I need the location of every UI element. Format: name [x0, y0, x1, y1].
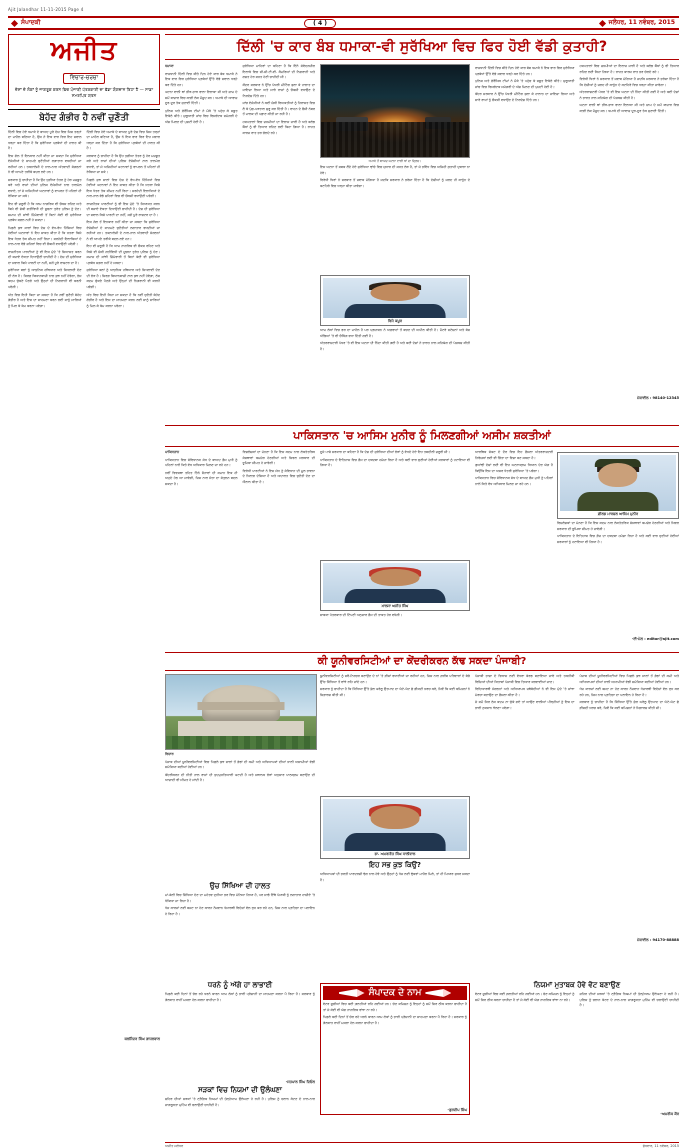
letter-body-2	[165, 1097, 315, 1139]
page-number: ( 4 )	[304, 19, 336, 28]
editorial-para: ਰਾਜਨੀਤਕ ਪਾਰਟੀਆਂ ਨੂੰ ਵੀ ਇਸ ਮੁੱਦੇ 'ਤੇ ਸਿਆਸਤ ਕਰਨ ਦੀ ਬਜਾਏ ਏਕਤਾ ਦਿਖਾਉਣੀ ਚਾਹੀਦੀ ਹੈ। ਦੇਸ਼ ਦੀ ਸੁਰੱਖਿਆ ਦਾ ਸਵਾਲ ਕਿਸੇ ਪਾਰਟੀ ਦਾ ਨਹੀਂ, ਸਗੋਂ ਪੂਰੇ ਰਾਸ਼ਟਰ ਦਾ ਹੈ।	[8, 249, 82, 265]
pak-para: ਵਿਸ਼ਲੇਸ਼ਕਾਂ ਦਾ ਮੰਨਣਾ ਹੈ ਕਿ ਇਸ ਕਦਮ ਨਾਲ ਲੋਕਤੰਤਰਿਕ ਸੰਸਥਾਵਾਂ ਕਮਜ਼ੋਰ ਹੋਣਗੀਆਂ ਅਤੇ ਸਿਵਲ ਸਰਕਾਰ ਦੀ ਭੂਮਿਕਾ ਸੀਮਤ ਹੋ ਜਾਵੇਗੀ।	[242, 450, 315, 466]
column-editorial	[8, 34, 160, 1074]
letter-title-2: ਸੜਕਾਂ ਵਿਚ ਨਿਯਮਾਂ ਦੀ ਉਲੰਘਣਾ	[198, 1086, 282, 1094]
letter-body-1	[165, 992, 315, 1078]
pak-sub-label: ਪਾਕਿਸਤਾਨ	[165, 450, 180, 454]
author-photo	[323, 278, 467, 318]
lead-para: ਘਟਨਾ ਵਾਲੀ ਥਾਂ ਭੀੜ-ਭਾੜ ਵਾਲਾ ਇਲਾਕਾ ਸੀ ਅਤੇ ਸ਼ਾਮ ਦੇ ਸਮੇਂ ਬਾਜ਼ਾਰ ਵਿਚ ਕਾਫ਼ੀ ਲੋਕ ਮੌਜੂਦ ਸਨ। ਧਮਾਕੇ ਦੀ ਆਵਾਜ਼ ਦੂਰ-ਦੂਰ ਤੱਕ ਸੁਣਾਈ ਦਿੱਤੀ।	[165, 90, 238, 106]
pak-para	[165, 450, 238, 456]
uni-para: ਪੰਜਾਬ ਦੀਆਂ ਯੂਨੀਵਰਸਿਟੀਆਂ ਵਿਚ ਪਿਛਲੇ ਕੁਝ ਸਾਲਾਂ ਤੋਂ ਫ਼ੰਡਾਂ ਦੀ ਕਮੀ ਅਤੇ ਅਧਿਆਪਕਾਂ ਦੀਆਂ ਖ਼ਾਲੀ ਅਸਾਮੀਆਂ ਵੱਡੀ ਸਮੱਸਿਆ ਬਣੀਆਂ ਹੋਈਆਂ ਹਨ।	[579, 674, 679, 684]
lead-para: ਕੇਂਦਰ ਸਰਕਾਰ ਨੇ ਉੱਚ ਪੱਧਰੀ ਮੀਟਿੰਗ ਬੁਲਾ ਕੇ ਹਾਲਾਤ ਦਾ ਜਾਇਜ਼ਾ ਲਿਆ ਅਤੇ ਸਾਰੇ ਰਾਜਾਂ ਨੂੰ ਚੌਕਸੀ ਵਧਾਉਣ ਦੇ ਨਿਰਦੇਸ਼ ਦਿੱਤੇ ਹਨ।	[242, 82, 315, 98]
editorial-body	[8, 130, 160, 1035]
pak-text-d	[557, 521, 679, 631]
uni-text-a	[165, 752, 315, 880]
pakistan-story	[165, 450, 679, 647]
uni-text-e	[475, 674, 679, 936]
author-portrait-box	[320, 275, 470, 326]
editorial-para: ਸਰਕਾਰ ਨੂੰ ਚਾਹੀਦਾ ਹੈ ਕਿ ਉਹ ਖੁਫ਼ੀਆ ਤੰਤਰ ਨੂੰ ਹੋਰ ਮਜ਼ਬੂਤ ਕਰੇ ਅਤੇ ਰਾਜਾਂ ਦੀਆਂ ਪੁਲਿਸ ਏਜੰਸੀਆਂ ਨਾਲ ਤਾਲਮੇਲ ਵਧਾਏ, ਤਾਂ ਜੋ ਅਜਿਹੀਆਂ ਘਟਨਾਵਾਂ ਨੂੰ ਵਾਪਰਨ ਤੋਂ ਪਹਿਲਾਂ ਹੀ ਰੋਕਿਆ ਜਾ ਸਕੇ।	[86, 153, 160, 175]
date-label: ਜਲੰਧਰ, 11 ਨਵੰਬਰ, 2015	[608, 19, 675, 26]
uni-left	[165, 674, 315, 975]
lead-right-cols	[475, 64, 679, 420]
uni-author-photo	[323, 799, 467, 851]
lead-para: ਹਸਪਤਾਲਾਂ ਵਿਚ ਜ਼ਖ਼ਮੀਆਂ ਦਾ ਇਲਾਜ ਜਾਰੀ ਹੈ ਅਤੇ ਬਲੱਡ ਬੈਂਕਾਂ ਨੂੰ ਵੀ ਤਿਆਰ ਰਹਿਣ ਲਈ ਕਿਹਾ ਗਿਆ ਹੈ। ਰਾਹਤ ਕਾਰਜ ਰਾਤ ਭਰ ਚੱਲਦੇ ਰਹੇ।	[579, 64, 679, 74]
columnist-name: ਖ਼ਾਲਸਾ ਅਜੀਤ ਸਿੰਘ	[381, 604, 409, 608]
pak-para: ਪਾਕਿਸਤਾਨ ਦੇ ਇਤਿਹਾਸ ਵਿਚ ਫ਼ੌਜ ਦਾ ਦਬਦਬਾ ਹਮੇਸ਼ਾ ਰਿਹਾ ਹੈ ਅਤੇ ਕਈ ਵਾਰ ਚੁਣੀਆਂ ਹੋਈਆਂ ਸਰਕਾਰਾਂ ਨੂੰ ਹਟਾਇਆ ਵੀ ਗਿਆ ਹੈ।	[320, 457, 470, 468]
general-photo	[560, 455, 676, 511]
lead-para: ਇਸ ਘਟਨਾ ਤੋਂ ਸਬਕ ਲੈਂਦੇ ਹੋਏ ਸੁਰੱਖਿਆ ਢਾਂਚੇ ਵਿਚ ਸੁਧਾਰ ਦੀ ਸਖ਼ਤ ਲੋੜ ਹੈ, ਤਾਂ ਜੋ ਭਵਿੱਖ ਵਿਚ ਅਜਿਹੀ ਕੁਤਾਹੀ ਦੁਬਾਰਾ ਨਾ ਹੋਵੇ।	[320, 165, 470, 175]
letter-para: ਪਿਛਲੇ ਕਈ ਦਿਨਾਂ ਤੋਂ ਚੱਲ ਰਹੇ ਧਰਨੇ ਕਾਰਨ ਆਮ ਲੋਕਾਂ ਨੂੰ ਭਾਰੀ ਪ੍ਰੇਸ਼ਾਨੀ ਦਾ ਸਾਹਮਣਾ ਕਰਨਾ ਪੈ ਰਿਹਾ ਹੈ। ਸਰਕਾਰ ਨੂੰ ਗੱਲਬਾਤ ਰਾਹੀਂ ਮਸਲਾ ਹੱਲ ਕਰਨਾ ਚਾਹੀਦਾ ਹੈ।	[165, 992, 315, 1002]
editorial-para: ਇਸ ਗੱਲ ਤੋਂ ਇਨਕਾਰ ਨਹੀਂ ਕੀਤਾ ਜਾ ਸਕਦਾ ਕਿ ਸੁਰੱਖਿਆ ਏਜੰਸੀਆਂ ਦੇ ਸਾਹਮਣੇ ਚੁਣੌਤੀਆਂ ਲਗਾਤਾਰ ਵਧਦੀਆਂ ਜਾ ਰਹੀਆਂ ਹਨ। ਤਕਨਾਲੋਜੀ ਦੇ ਨਾਲ-ਨਾਲ ਅੱਤਵਾਦੀ ਸੰਗਠਨਾਂ ਨੇ ਵੀ ਆਪਣੇ ਤਰੀਕੇ ਬਦਲ ਲਏ ਹਨ।	[8, 153, 82, 175]
letter-para: ਸ਼ਹਿਰ ਦੀਆਂ ਸੜਕਾਂ 'ਤੇ ਟ੍ਰੈਫ਼ਿਕ ਨਿਯਮਾਂ ਦੀ ਖੁੱਲ੍ਹੇਆਮ ਉਲੰਘਣਾ ਹੋ ਰਹੀ ਹੈ। ਪੁਲਿਸ ਨੂੰ ਚਲਾਨ ਕੱਟਣ ਦੇ ਨਾਲ-ਨਾਲ ਜਾਗਰੂਕਤਾ ਮੁਹਿੰਮ ਵੀ ਚਲਾਉਣੀ ਚਾਹੀਦੀ ਹੈ।	[165, 1097, 315, 1107]
letters-banner	[320, 983, 470, 1115]
lead-credit: ਮੋਬਾਈਲ : 98140-12345	[637, 396, 679, 400]
pak-para: ਵਿਸ਼ਲੇਸ਼ਕਾਂ ਦਾ ਮੰਨਣਾ ਹੈ ਕਿ ਇਸ ਕਦਮ ਨਾਲ ਲੋਕਤੰਤਰਿਕ ਸੰਸਥਾਵਾਂ ਕਮਜ਼ੋਰ ਹੋਣਗੀਆਂ ਅਤੇ ਸਿਵਲ ਸਰਕਾਰ ਦੀ ਭੂਮਿਕਾ ਸੀਮਤ ਹੋ ਜਾਵੇਗੀ।	[557, 521, 679, 531]
letter-para: ਵੋਟਰ ਸੂਚੀਆਂ ਵਿਚ ਕਈ ਗ਼ਲਤੀਆਂ ਰਹਿ ਗਈਆਂ ਹਨ। ਚੋਣ ਕਮਿਸ਼ਨ ਨੂੰ ਇਨ੍ਹਾਂ ਨੂੰ ਸਮੇਂ ਸਿਰ ਠੀਕ ਕਰਨਾ ਚਾਹੀਦਾ ਹੈ ਤਾਂ ਜੋ ਕੋਈ ਵੀ ਯੋਗ ਨਾਗਰਿਕ ਵਾਂਝਾ ਨਾ ਰਹੇ।	[475, 992, 575, 1002]
lead-text-b	[320, 165, 470, 273]
uni-text-c	[320, 674, 470, 794]
column-main	[165, 34, 679, 1148]
pak-para: ਪਾਕਿਸਤਾਨ ਦੇ ਇਤਿਹਾਸ ਵਿਚ ਫ਼ੌਜ ਦਾ ਦਬਦਬਾ ਹਮੇਸ਼ਾ ਰਿਹਾ ਹੈ ਅਤੇ ਕਈ ਵਾਰ ਚੁਣੀਆਂ ਹੋਈਆਂ ਸਰਕਾਰਾਂ ਨੂੰ ਹਟਾਇਆ ਵੀ ਗਿਆ ਹੈ।	[557, 534, 679, 544]
pak-general-col	[557, 450, 679, 635]
lead-para: ਹਸਪਤਾਲਾਂ ਵਿਚ ਜ਼ਖ਼ਮੀਆਂ ਦਾ ਇਲਾਜ ਜਾਰੀ ਹੈ ਅਤੇ ਬਲੱਡ ਬੈਂਕਾਂ ਨੂੰ ਵੀ ਤਿਆਰ ਰਹਿਣ ਲਈ ਕਿਹਾ ਗਿਆ ਹੈ। ਰਾਹਤ ਕਾਰਜ ਰਾਤ ਭਰ ਚੱਲਦੇ ਰਹੇ।	[242, 119, 315, 135]
logo-subtitle: ਵਿਚਾਰ-ਚਰਚਾ	[63, 73, 105, 84]
letter-signer-1: -ਸਤਪਾਲ ਸਿੰਘ ਦਿਓਲ	[285, 1080, 315, 1084]
pak-para: ਦੂਜੇ ਪਾਸੇ ਸਰਕਾਰ ਦਾ ਕਹਿਣਾ ਹੈ ਕਿ ਦੇਸ਼ ਦੀ ਸੁਰੱਖਿਆ ਦੀਆਂ ਲੋੜਾਂ ਨੂੰ ਵੇਖਦੇ ਹੋਏ ਇਹ ਤਬਦੀਲੀ ਜ਼ਰੂਰੀ ਸੀ।	[320, 450, 450, 454]
pak-caption: ਸਾਬਕਾ ਪੱਤਰਕਾਰ ਦੀ ਟਿੱਪਣੀ ਅਨੁਸਾਰ ਫ਼ੌਜ ਦੀ ਤਾਕਤ ਹੋਰ ਵਧੇਗੀ।	[320, 613, 402, 617]
pak-text-c	[475, 450, 553, 635]
lead-para: ਆਮ ਲੋਕਾਂ ਵਿਚ ਡਰ ਦਾ ਮਾਹੌਲ ਹੈ ਪਰ ਪ੍ਰਸ਼ਾਸਨ ਨੇ ਅਫ਼ਵਾਹਾਂ ਤੋਂ ਬਚਣ ਦੀ ਅਪੀਲ ਕੀਤੀ ਹੈ। ਮੈਟਰੋ ਸਟੇਸ਼ਨਾਂ ਅਤੇ ਬੱਸ ਅੱਡਿਆਂ 'ਤੇ ਵੀ ਚੈਕਿੰਗ ਵਧਾ ਦਿੱਤੀ ਗਈ ਹੈ।	[320, 328, 470, 338]
letter-signer-2: -ਅਮਰੀਕ ਕੌਰ	[660, 1112, 679, 1116]
pak-para: ਨਵੀਂ ਵਿਵਸਥਾ ਤਹਿਤ ਤਿੰਨੇ ਸੈਨਾਵਾਂ ਦੀ ਕਮਾਨ ਇਕ ਹੀ ਅਹੁਦੇ ਹੇਠ ਆ ਜਾਵੇਗੀ, ਜਿਸ ਨਾਲ ਸੱਤਾ ਦਾ ਸੰਤੁਲਨ ਬਦਲ ਸਕਦਾ ਹੈ।	[165, 470, 238, 486]
letter-body-3	[475, 992, 679, 1110]
pakistan-headline: ਪਾਕਿਸਤਾਨ 'ਚ ਆਸਿਮ ਮੁਨੀਰ ਨੂੰ ਮਿਲਣਗੀਆਂ ਅਸੀਮ ਸ਼ਕਤੀਆਂ	[165, 425, 679, 447]
pak-para: ਪਾਕਿਸਤਾਨ ਵਿਚ ਸੰਵਿਧਾਨਕ ਸੋਧ ਦੇ ਬਾਅਦ ਫ਼ੌਜ ਮੁਖੀ ਨੂੰ ਪਹਿਲਾਂ ਨਾਲੋਂ ਕਿਤੇ ਵੱਧ ਅਧਿਕਾਰ ਮਿਲਣ ਜਾ ਰਹੇ ਹਨ।	[165, 457, 238, 468]
diamond-icon	[11, 19, 18, 26]
lead-para: ਰਾਜਧਾਨੀ ਦਿੱਲੀ ਵਿਚ ਬੀਤੇ ਦਿਨ ਹੋਏ ਕਾਰ ਬੰਬ ਧਮਾਕੇ ਨੇ ਇਕ ਵਾਰ ਫਿਰ ਸੁਰੱਖਿਆ ਪ੍ਰਬੰਧਾਂ ਉੱਤੇ ਵੱਡੇ ਸਵਾਲ ਖੜ੍ਹੇ ਕਰ ਦਿੱਤੇ ਹਨ।	[165, 71, 238, 87]
editorial-para: ਅੰਤ ਵਿਚ ਇਹੀ ਕਿਹਾ ਜਾ ਸਕਦਾ ਹੈ ਕਿ ਨਵੀਂ ਚੁਣੌਤੀ ਬੇਹੱਦ ਗੰਭੀਰ ਹੈ ਅਤੇ ਇਸ ਦਾ ਸਾਹਮਣਾ ਕਰਨ ਲਈ ਸਾਨੂੰ ਸਾਰਿਆਂ ਨੂੰ ਮਿਲ ਕੇ ਕੰਮ ਕਰਨਾ ਪਵੇਗਾ।	[8, 292, 82, 308]
editorial-para: ਸਰਕਾਰ ਨੂੰ ਚਾਹੀਦਾ ਹੈ ਕਿ ਉਹ ਖੁਫ਼ੀਆ ਤੰਤਰ ਨੂੰ ਹੋਰ ਮਜ਼ਬੂਤ ਕਰੇ ਅਤੇ ਰਾਜਾਂ ਦੀਆਂ ਪੁਲਿਸ ਏਜੰਸੀਆਂ ਨਾਲ ਤਾਲਮੇਲ ਵਧਾਏ, ਤਾਂ ਜੋ ਅਜਿਹੀਆਂ ਘਟਨਾਵਾਂ ਨੂੰ ਵਾਪਰਨ ਤੋਂ ਪਹਿਲਾਂ ਹੀ ਰੋਕਿਆ ਜਾ ਸਕੇ।	[8, 177, 82, 199]
pen-icon-2	[425, 989, 451, 997]
uni-para: ਮਾਂ-ਬੋਲੀ ਵਿਚ ਸਿੱਖਿਆ ਦੇਣ ਦਾ ਮਹੱਤਵ ਦੁਨੀਆ ਭਰ ਵਿਚ ਮੰਨਿਆ ਗਿਆ ਹੈ, ਪਰ ਸਾਡੇ ਇੱਥੇ ਪੰਜਾਬੀ ਨੂੰ ਲਗਾਤਾਰ ਹਾਸ਼ੀਏ 'ਤੇ ਧੱਕਿਆ ਜਾ ਰਿਹਾ ਹੈ।	[165, 893, 315, 903]
lead-intro-label: ਧਮਾਕਾ	[165, 64, 174, 68]
blast-scene-photo	[320, 64, 470, 158]
uni-para: ਯੂਨੀਵਰਸਿਟੀਆਂ ਨੂੰ ਸਵੈ-ਨਿਰਭਰ ਬਣਾਉਣ ਦੇ ਨਾਂ 'ਤੇ ਫ਼ੀਸਾਂ ਵਧਾਈਆਂ ਜਾ ਰਹੀਆਂ ਹਨ, ਜਿਸ ਨਾਲ ਗ਼ਰੀਬ ਪਰਿਵਾਰਾਂ ਦੇ ਬੱਚੇ ਉੱਚ ਸਿੱਖਿਆ ਤੋਂ ਵਾਂਝੇ ਰਹਿ ਜਾਂਦੇ ਹਨ।	[320, 674, 470, 684]
masthead-left	[12, 19, 40, 27]
uni-subhead-2: ਇਹ ਸਭ ਕੁਝ ਕਿਉਂ?	[369, 861, 421, 869]
uni-para: ਵਿਦਿਆਰਥੀ ਸੰਗਠਨਾਂ ਅਤੇ ਅਧਿਆਪਕ ਜਥੇਬੰਦੀਆਂ ਨੇ ਵੀ ਇਸ ਮੁੱਦੇ 'ਤੇ ਸਾਂਝਾ ਮੋਰਚਾ ਬਣਾਉਣ ਦਾ ਫ਼ੈਸਲਾ ਕੀਤਾ ਹੈ।	[475, 687, 575, 697]
letter-para: ਪਿਛਲੇ ਕਈ ਦਿਨਾਂ ਤੋਂ ਚੱਲ ਰਹੇ ਧਰਨੇ ਕਾਰਨ ਆਮ ਲੋਕਾਂ ਨੂੰ ਭਾਰੀ ਪ੍ਰੇਸ਼ਾਨੀ ਦਾ ਸਾਹਮਣਾ ਕਰਨਾ ਪੈ ਰਿਹਾ ਹੈ। ਸਰਕਾਰ ਨੂੰ ਗੱਲਬਾਤ ਰਾਹੀਂ ਮਸਲਾ ਹੱਲ ਕਰਨਾ ਚਾਹੀਦਾ ਹੈ।	[323, 1015, 467, 1025]
pak-text-b	[320, 450, 470, 558]
uni-middle	[320, 674, 470, 975]
letters-headline: ਸੰਪਾਦਕ ਦੇ ਨਾਮ	[368, 988, 422, 998]
footer-right: ਬੁੱਧਵਾਰ, 11 ਨਵੰਬਰ, 2015	[642, 1144, 679, 1148]
uni-author-portrait-box	[320, 796, 470, 859]
lead-headline: ਦਿੱਲੀ 'ਚ ਕਾਰ ਬੰਬ ਧਮਾਕਾ-ਵੀ ਸੁਰੱਖਿਆ ਵਿਚ ਫਿਰ ਹੋਈ ਵੱਡੀ ਕੁਤਾਹੀ?	[165, 34, 679, 60]
pak-right	[475, 450, 679, 647]
uni-para: ਕੇਂਦਰੀਕਰਨ ਦੀ ਨੀਤੀ ਨਾਲ ਰਾਜਾਂ ਦੀ ਖ਼ੁਦਮੁਖ਼ਤਿਆਰੀ ਘਟਦੀ ਹੈ ਅਤੇ ਸਥਾਨਕ ਲੋੜਾਂ ਅਨੁਸਾਰ ਪਾਠਕ੍ਰਮ ਬਣਾਉਣ ਦੀ ਆਜ਼ਾਦੀ ਵੀ ਸੀਮਤ ਹੋ ਜਾਂਦੀ ਹੈ।	[165, 772, 315, 783]
lead-text-a	[165, 64, 315, 394]
page-footer	[165, 1142, 679, 1148]
editorial-para: ਪਿਛਲੇ ਕੁਝ ਸਾਲਾਂ ਵਿਚ ਦੇਸ਼ ਦੇ ਵੱਖ-ਵੱਖ ਹਿੱਸਿਆਂ ਵਿਚ ਹੋਈਆਂ ਘਟਨਾਵਾਂ ਨੇ ਇਹ ਸਾਬਤ ਕੀਤਾ ਹੈ ਕਿ ਖ਼ਤਰਾ ਕਿਸੇ ਇਕ ਖੇਤਰ ਤੱਕ ਸੀਮਤ ਨਹੀਂ ਰਿਹਾ। ਸਰਹੱਦੀ ਇਲਾਕਿਆਂ ਦੇ ਨਾਲ-ਨਾਲ ਵੱਡੇ ਸ਼ਹਿਰਾਂ ਵਿਚ ਵੀ ਚੌਕਸੀ ਵਧਾਉਣੀ ਪਵੇਗੀ।	[86, 177, 160, 199]
logo-tagline: ਦੇਸ਼ਾਂ ਦੇ ਲੋਕਾਂ ਨੂੰ ਜਾਗਰੂਕ ਕਰਨ ਵਿਚ ਪੰਜਾਬੀ ਪੱਤਰਕਾਰੀ ਦਾ ਵੱਡਾ ਯੋਗਦਾਨ ਰਿਹਾ ਹੈ — ਸਾਡਾ ਸਮਰਪਿਤ ਯਤਨ	[14, 87, 154, 99]
uni-subhead-1: ਉਚ ਸਿੱਖਿਆ ਦੀ ਹਾਲਤ	[209, 882, 271, 890]
columnist-portrait-box	[320, 560, 470, 611]
letters-banner-text	[323, 1002, 467, 1106]
editorial-para: ਅੰਤ ਵਿਚ ਇਹੀ ਕਿਹਾ ਜਾ ਸਕਦਾ ਹੈ ਕਿ ਨਵੀਂ ਚੁਣੌਤੀ ਬੇਹੱਦ ਗੰਭੀਰ ਹੈ ਅਤੇ ਇਸ ਦਾ ਸਾਹਮਣਾ ਕਰਨ ਲਈ ਸਾਨੂੰ ਸਾਰਿਆਂ ਨੂੰ ਮਿਲ ਕੇ ਕੰਮ ਕਰਨਾ ਪਵੇਗਾ।	[86, 292, 160, 308]
general-name: ਫ਼ੀਲਡ ਮਾਰਸ਼ਲ ਆਸਿਮ ਮੁਨੀਰ	[597, 512, 639, 516]
editorial-para: ਦਿੱਲੀ ਵਿਚ ਹੋਏ ਧਮਾਕੇ ਦੇ ਬਾਅਦ ਪੂਰੇ ਦੇਸ਼ ਵਿਚ ਜਿਸ ਤਰ੍ਹਾਂ ਦਾ ਮਾਹੌਲ ਬਣਿਆ ਹੈ, ਉਸ ਨੇ ਇਕ ਵਾਰ ਫਿਰ ਇਹ ਸਵਾਲ ਖੜ੍ਹਾ ਕਰ ਦਿੱਤਾ ਹੈ ਕਿ ਸੁਰੱਖਿਆ ਪ੍ਰਬੰਧਾਂ ਦੀ ਹਾਲਤ ਕੀ ਹੈ।	[86, 129, 160, 151]
ajit-logo-text: ਅਜੀਤ	[50, 36, 118, 66]
editorial-para: ਇਸ ਗੱਲ ਤੋਂ ਇਨਕਾਰ ਨਹੀਂ ਕੀਤਾ ਜਾ ਸਕਦਾ ਕਿ ਸੁਰੱਖਿਆ ਏਜੰਸੀਆਂ ਦੇ ਸਾਹਮਣੇ ਚੁਣੌਤੀਆਂ ਲਗਾਤਾਰ ਵਧਦੀਆਂ ਜਾ ਰਹੀਆਂ ਹਨ। ਤਕਨਾਲੋਜੀ ਦੇ ਨਾਲ-ਨਾਲ ਅੱਤਵਾਦੀ ਸੰਗਠਨਾਂ ਨੇ ਵੀ ਆਪਣੇ ਤਰੀਕੇ ਬਦਲ ਲਏ ਹਨ।	[86, 220, 160, 241]
section-label: ਸੰਪਾਦਕੀ	[21, 19, 41, 26]
pak-credit: -ਈ-ਮੇਲ : editor@ajit.com	[631, 637, 679, 641]
lead-para: ਸੁਰੱਖਿਆ ਮਾਹਿਰਾਂ ਦਾ ਕਹਿਣਾ ਹੈ ਕਿ ਇੰਨੇ ਸੰਵੇਦਨਸ਼ੀਲ ਇਲਾਕੇ ਵਿਚ ਸੀ.ਸੀ.ਟੀ.ਵੀ. ਕੈਮਰਿਆਂ ਦੀ ਨਿਗਰਾਨੀ ਅਤੇ ਗਸ਼ਤ ਹੋਰ ਸਖ਼ਤ ਹੋਣੀ ਚਾਹੀਦੀ ਸੀ।	[242, 64, 315, 80]
uni-text-d	[320, 872, 470, 940]
university-building-photo	[165, 674, 317, 750]
ajit-logo-box	[8, 34, 160, 105]
editorial-headline: ਬੇਹੱਦ ਗੰਭੀਰ ਹੈ ਨਵੀਂ ਚੁਣੌਤੀ	[8, 109, 160, 127]
pak-para: ਵਿਰੋਧੀ ਪਾਰਟੀਆਂ ਨੇ ਇਸ ਸੋਧ ਨੂੰ ਸੰਵਿਧਾਨ ਦੀ ਮੂਲ ਭਾਵਨਾ ਦੇ ਖ਼ਿਲਾਫ਼ ਦੱਸਿਆ ਹੈ ਅਤੇ ਅਦਾਲਤ ਵਿਚ ਚੁਣੌਤੀ ਦੇਣ ਦਾ ਐਲਾਨ ਕੀਤਾ ਹੈ।	[242, 468, 315, 484]
university-headline: ਕੀ ਯੂਨੀਵਰਸਿਟੀਆਂ ਦਾ ਕੇਂਦਰੀਕਰਨ ਕੱਢ ਸਕਦਾ ਪੰਜਾਬੀ?	[165, 652, 679, 671]
letters-col-1	[165, 979, 315, 1139]
lead-text-c	[320, 328, 470, 420]
letters-section	[165, 979, 679, 1139]
pen-icon	[339, 989, 365, 997]
columnist-photo	[323, 563, 467, 603]
editorial-para: ਸੁਰੱਖਿਆ ਬਲਾਂ ਨੂੰ ਆਧੁਨਿਕ ਹਥਿਆਰ ਅਤੇ ਸਿਖਲਾਈ ਦੇਣ ਦੀ ਲੋੜ ਹੈ। ਸਿਰਫ਼ ਬਿਆਨਬਾਜ਼ੀ ਨਾਲ ਕੁਝ ਨਹੀਂ ਹੋਵੇਗਾ, ਠੋਸ ਕਦਮ ਚੁੱਕਣੇ ਪੈਣਗੇ ਅਤੇ ਉਨ੍ਹਾਂ ਦੀ ਨਿਗਰਾਨੀ ਵੀ ਕਰਨੀ ਪਵੇਗੀ।	[8, 268, 82, 289]
uni-author-name: ਡਾ. ਅਮਰਜੀਤ ਸਿੰਘ ਧਾਲੀਵਾਲ	[374, 852, 416, 856]
pak-para: ਆਰਥਿਕ ਸੰਕਟ ਦੇ ਦੌਰ ਵਿਚ ਇਹ ਫ਼ੈਸਲਾ ਅੰਤਰਰਾਸ਼ਟਰੀ ਨਿਵੇਸ਼ਕਾਂ ਲਈ ਵੀ ਚਿੰਤਾ ਦਾ ਵਿਸ਼ਾ ਬਣ ਸਕਦਾ ਹੈ।	[475, 450, 553, 460]
uni-para: ਅਧਿਆਪਕਾਂ ਦੀ ਭਰਤੀ ਪਾਰਦਰਸ਼ੀ ਢੰਗ ਨਾਲ ਹੋਵੇ ਅਤੇ ਉਨ੍ਹਾਂ ਨੂੰ ਖੋਜ ਲਈ ਢੁੱਕਵਾਂ ਮਾਹੌਲ ਮਿਲੇ, ਤਾਂ ਹੀ ਮਿਆਰ ਸੁਧਰ ਸਕਦਾ ਹੈ।	[320, 872, 470, 882]
editorial-para: ਪਿਛਲੇ ਕੁਝ ਸਾਲਾਂ ਵਿਚ ਦੇਸ਼ ਦੇ ਵੱਖ-ਵੱਖ ਹਿੱਸਿਆਂ ਵਿਚ ਹੋਈਆਂ ਘਟਨਾਵਾਂ ਨੇ ਇਹ ਸਾਬਤ ਕੀਤਾ ਹੈ ਕਿ ਖ਼ਤਰਾ ਕਿਸੇ ਇਕ ਖੇਤਰ ਤੱਕ ਸੀਮਤ ਨਹੀਂ ਰਿਹਾ। ਸਰਹੱਦੀ ਇਲਾਕਿਆਂ ਦੇ ਨਾਲ-ਨਾਲ ਵੱਡੇ ਸ਼ਹਿਰਾਂ ਵਿਚ ਵੀ ਚੌਕਸੀ ਵਧਾਉਣੀ ਪਵੇਗੀ।	[8, 225, 82, 247]
lead-para: ਅੰਤਰਰਾਸ਼ਟਰੀ ਪੱਧਰ 'ਤੇ ਵੀ ਇਸ ਘਟਨਾ ਦੀ ਨਿੰਦਾ ਕੀਤੀ ਗਈ ਹੈ ਅਤੇ ਕਈ ਦੇਸ਼ਾਂ ਨੇ ਭਾਰਤ ਨਾਲ ਸਹਿਯੋਗ ਦੀ ਪੇਸ਼ਕਸ਼ ਕੀਤੀ ਹੈ।	[320, 341, 470, 351]
editorial-para: ਸੁਰੱਖਿਆ ਬਲਾਂ ਨੂੰ ਆਧੁਨਿਕ ਹਥਿਆਰ ਅਤੇ ਸਿਖਲਾਈ ਦੇਣ ਦੀ ਲੋੜ ਹੈ। ਸਿਰਫ਼ ਬਿਆਨਬਾਜ਼ੀ ਨਾਲ ਕੁਝ ਨਹੀਂ ਹੋਵੇਗਾ, ਠੋਸ ਕਦਮ ਚੁੱਕਣੇ ਪੈਣਗੇ ਅਤੇ ਉਨ੍ਹਾਂ ਦੀ ਨਿਗਰਾਨੀ ਵੀ ਕਰਨੀ ਪਵੇਗੀ।	[86, 268, 160, 289]
diamond-icon-2	[599, 19, 606, 26]
page-layout	[8, 34, 679, 1148]
pak-right-inner	[475, 450, 679, 635]
letters-col-3	[475, 979, 679, 1139]
uni-para: ਸਰਕਾਰ ਨੂੰ ਚਾਹੀਦਾ ਹੈ ਕਿ ਸਿੱਖਿਆ ਉੱਤੇ ਕੁੱਲ ਘਰੇਲੂ ਉਤਪਾਦ ਦਾ ਘੱਟੋ-ਘੱਟ ਛੇ ਫ਼ੀਸਦੀ ਖ਼ਰਚ ਕਰੇ, ਜਿਵੇਂ ਕਿ ਕਈ ਕਮਿਸ਼ਨਾਂ ਨੇ ਸਿਫ਼ਾਰਸ਼ ਕੀਤੀ ਸੀ।	[579, 700, 679, 710]
uni-para	[165, 752, 315, 758]
photo-caption: ਧਮਾਕੇ ਤੋਂ ਬਾਅਦ ਘਟਨਾ ਵਾਲੀ ਥਾਂ ਦਾ ਦ੍ਰਿਸ਼।	[368, 159, 422, 163]
lead-para: ਪੁਲਿਸ ਅਤੇ ਫ਼ੋਰੈਂਸਿਕ ਟੀਮਾਂ ਨੇ ਮੌਕੇ 'ਤੇ ਪਹੁੰਚ ਕੇ ਸਬੂਤ ਇਕੱਠੇ ਕੀਤੇ। ਸ਼ੁਰੂਆਤੀ ਜਾਂਚ ਵਿਚ ਵਿਸਫੋਟਕ ਸਮੱਗਰੀ ਦੇ ਅੰਸ਼ ਮਿਲਣ ਦੀ ਪੁਸ਼ਟੀ ਹੋਈ ਹੈ।	[165, 108, 238, 124]
uni-para: ਜੇ ਸਮੇਂ ਸਿਰ ਠੋਸ ਕਦਮ ਨਾ ਚੁੱਕੇ ਗਏ ਤਾਂ ਆਉਣ ਵਾਲੀਆਂ ਪੀੜ੍ਹੀਆਂ ਨੂੰ ਇਸ ਦਾ ਭਾਰੀ ਨੁਕਸਾਨ ਝੱਲਣਾ ਪਵੇਗਾ।	[475, 700, 575, 710]
masthead-bar	[8, 16, 679, 30]
editorial-para: ਰਾਜਨੀਤਕ ਪਾਰਟੀਆਂ ਨੂੰ ਵੀ ਇਸ ਮੁੱਦੇ 'ਤੇ ਸਿਆਸਤ ਕਰਨ ਦੀ ਬਜਾਏ ਏਕਤਾ ਦਿਖਾਉਣੀ ਚਾਹੀਦੀ ਹੈ। ਦੇਸ਼ ਦੀ ਸੁਰੱਖਿਆ ਦਾ ਸਵਾਲ ਕਿਸੇ ਪਾਰਟੀ ਦਾ ਨਹੀਂ, ਸਗੋਂ ਪੂਰੇ ਰਾਸ਼ਟਰ ਦਾ ਹੈ।	[86, 201, 160, 217]
footer-left: ਅਜੀਤ ਜਲੰਧਰ	[165, 1144, 184, 1148]
uni-text-b	[165, 893, 315, 975]
letter-title-1: ਧਰਨੇ ਨੂੰ ਅੱਗੇ ਹਾ ਲਾਭਾਈ	[207, 981, 273, 989]
lead-middle	[320, 64, 470, 420]
editorial-para: ਇਹ ਵੀ ਜ਼ਰੂਰੀ ਹੈ ਕਿ ਆਮ ਨਾਗਰਿਕ ਵੀ ਚੌਕਸ ਰਹਿਣ ਅਤੇ ਕਿਸੇ ਵੀ ਸ਼ੱਕੀ ਗਤੀਵਿਧੀ ਦੀ ਸੂਚਨਾ ਤੁਰੰਤ ਪੁਲਿਸ ਨੂੰ ਦੇਣ। ਸਮਾਜ ਦੀ ਸਾਂਝੀ ਜ਼ਿੰਮੇਵਾਰੀ ਤੋਂ ਬਿਨਾਂ ਕੋਈ ਵੀ ਸੁਰੱਖਿਆ ਪ੍ਰਬੰਧ ਸਫ਼ਲ ਨਹੀਂ ਹੋ ਸਕਦਾ।	[86, 244, 160, 265]
pak-caption-text	[320, 613, 470, 647]
lead-para: ਵਿਰੋਧੀ ਧਿਰਾਂ ਨੇ ਸਰਕਾਰ ਤੋਂ ਜਵਾਬ ਮੰਗਿਆ ਹੈ ਜਦਕਿ ਸਰਕਾਰ ਨੇ ਭਰੋਸਾ ਦਿੱਤਾ ਹੈ ਕਿ ਦੋਸ਼ੀਆਂ ਨੂੰ ਜਲਦ ਹੀ ਕਾਨੂੰਨ ਦੇ ਕਟਹਿਰੇ ਵਿਚ ਖੜ੍ਹਾ ਕੀਤਾ ਜਾਵੇਗਾ।	[320, 178, 470, 188]
lead-para: ਅੰਤਰਰਾਸ਼ਟਰੀ ਪੱਧਰ 'ਤੇ ਵੀ ਇਸ ਘਟਨਾ ਦੀ ਨਿੰਦਾ ਕੀਤੀ ਗਈ ਹੈ ਅਤੇ ਕਈ ਦੇਸ਼ਾਂ ਨੇ ਭਾਰਤ ਨਾਲ ਸਹਿਯੋਗ ਦੀ ਪੇਸ਼ਕਸ਼ ਕੀਤੀ ਹੈ।	[579, 90, 679, 100]
uni-right	[475, 674, 679, 975]
lead-para: ਕੇਂਦਰ ਸਰਕਾਰ ਨੇ ਉੱਚ ਪੱਧਰੀ ਮੀਟਿੰਗ ਬੁਲਾ ਕੇ ਹਾਲਾਤ ਦਾ ਜਾਇਜ਼ਾ ਲਿਆ ਅਤੇ ਸਾਰੇ ਰਾਜਾਂ ਨੂੰ ਚੌਕਸੀ ਵਧਾਉਣ ਦੇ ਨਿਰਦੇਸ਼ ਦਿੱਤੇ ਹਨ।	[475, 92, 575, 102]
masthead-date	[600, 19, 675, 27]
university-story	[165, 674, 679, 975]
uni-para: ਖੋਜ ਕਾਰਜਾਂ ਲਈ ਬਜਟ ਨਾ ਹੋਣ ਕਾਰਨ ਨੌਜਵਾਨ ਖੋਜਾਰਥੀ ਵਿਦੇਸ਼ਾਂ ਵੱਲ ਰੁਖ਼ ਕਰ ਰਹੇ ਹਨ, ਜਿਸ ਨਾਲ ਪ੍ਰਤਿਭਾ ਦਾ ਪਲਾਇਨ ਹੋ ਰਿਹਾ ਹੈ।	[579, 687, 679, 697]
editorial-para: ਇਹ ਵੀ ਜ਼ਰੂਰੀ ਹੈ ਕਿ ਆਮ ਨਾਗਰਿਕ ਵੀ ਚੌਕਸ ਰਹਿਣ ਅਤੇ ਕਿਸੇ ਵੀ ਸ਼ੱਕੀ ਗਤੀਵਿਧੀ ਦੀ ਸੂਚਨਾ ਤੁਰੰਤ ਪੁਲਿਸ ਨੂੰ ਦੇਣ। ਸਮਾਜ ਦੀ ਸਾਂਝੀ ਜ਼ਿੰਮੇਵਾਰੀ ਤੋਂ ਬਿਨਾਂ ਕੋਈ ਵੀ ਸੁਰੱਖਿਆ ਪ੍ਰਬੰਧ ਸਫ਼ਲ ਨਹੀਂ ਹੋ ਸਕਦਾ।	[8, 201, 82, 223]
editorial-para: ਦਿੱਲੀ ਵਿਚ ਹੋਏ ਧਮਾਕੇ ਦੇ ਬਾਅਦ ਪੂਰੇ ਦੇਸ਼ ਵਿਚ ਜਿਸ ਤਰ੍ਹਾਂ ਦਾ ਮਾਹੌਲ ਬਣਿਆ ਹੈ, ਉਸ ਨੇ ਇਕ ਵਾਰ ਫਿਰ ਇਹ ਸਵਾਲ ਖੜ੍ਹਾ ਕਰ ਦਿੱਤਾ ਹੈ ਕਿ ਸੁਰੱਖਿਆ ਪ੍ਰਬੰਧਾਂ ਦੀ ਹਾਲਤ ਕੀ ਹੈ।	[8, 129, 82, 151]
pak-middle	[320, 450, 470, 647]
general-portrait-box	[557, 452, 679, 519]
letter-para: ਵੋਟਰ ਸੂਚੀਆਂ ਵਿਚ ਕਈ ਗ਼ਲਤੀਆਂ ਰਹਿ ਗਈਆਂ ਹਨ। ਚੋਣ ਕਮਿਸ਼ਨ ਨੂੰ ਇਨ੍ਹਾਂ ਨੂੰ ਸਮੇਂ ਸਿਰ ਠੀਕ ਕਰਨਾ ਚਾਹੀਦਾ ਹੈ ਤਾਂ ਜੋ ਕੋਈ ਵੀ ਯੋਗ ਨਾਗਰਿਕ ਵਾਂਝਾ ਨਾ ਰਹੇ।	[323, 1002, 467, 1012]
lead-para: ਰਾਜਧਾਨੀ ਦਿੱਲੀ ਵਿਚ ਬੀਤੇ ਦਿਨ ਹੋਏ ਕਾਰ ਬੰਬ ਧਮਾਕੇ ਨੇ ਇਕ ਵਾਰ ਫਿਰ ਸੁਰੱਖਿਆ ਪ੍ਰਬੰਧਾਂ ਉੱਤੇ ਵੱਡੇ ਸਵਾਲ ਖੜ੍ਹੇ ਕਰ ਦਿੱਤੇ ਹਨ।	[475, 66, 575, 76]
lead-para: ਪੁਲਿਸ ਅਤੇ ਫ਼ੋਰੈਂਸਿਕ ਟੀਮਾਂ ਨੇ ਮੌਕੇ 'ਤੇ ਪਹੁੰਚ ਕੇ ਸਬੂਤ ਇਕੱਠੇ ਕੀਤੇ। ਸ਼ੁਰੂਆਤੀ ਜਾਂਚ ਵਿਚ ਵਿਸਫੋਟਕ ਸਮੱਗਰੀ ਦੇ ਅੰਸ਼ ਮਿਲਣ ਦੀ ਪੁਸ਼ਟੀ ਹੋਈ ਹੈ।	[475, 79, 575, 89]
uni-para: ਪੰਜਾਬ ਦੀਆਂ ਯੂਨੀਵਰਸਿਟੀਆਂ ਵਿਚ ਪਿਛਲੇ ਕੁਝ ਸਾਲਾਂ ਤੋਂ ਫ਼ੰਡਾਂ ਦੀ ਕਮੀ ਅਤੇ ਅਧਿਆਪਕਾਂ ਦੀਆਂ ਖ਼ਾਲੀ ਅਸਾਮੀਆਂ ਵੱਡੀ ਸਮੱਸਿਆ ਬਣੀਆਂ ਹੋਈਆਂ ਹਨ।	[165, 759, 315, 770]
letter-signer-3: -ਗੁਰਦੀਪ ਸਿੰਘ	[447, 1108, 467, 1112]
letter-para: ਸ਼ਹਿਰ ਦੀਆਂ ਸੜਕਾਂ 'ਤੇ ਟ੍ਰੈਫ਼ਿਕ ਨਿਯਮਾਂ ਦੀ ਖੁੱਲ੍ਹੇਆਮ ਉਲੰਘਣਾ ਹੋ ਰਹੀ ਹੈ। ਪੁਲਿਸ ਨੂੰ ਚਲਾਨ ਕੱਟਣ ਦੇ ਨਾਲ-ਨਾਲ ਜਾਗਰੂਕਤਾ ਮੁਹਿੰਮ ਵੀ ਚਲਾਉਣੀ ਚਾਹੀਦੀ ਹੈ।	[579, 992, 679, 1008]
uni-para: ਪੰਜਾਬੀ ਭਾਸ਼ਾ ਦੇ ਵਿਕਾਸ ਲਈ ਵੱਖਰਾ ਬੋਰਡ ਬਣਾਇਆ ਜਾਵੇ ਅਤੇ ਤਕਨੀਕੀ ਵਿਸ਼ਿਆਂ ਦੀਆਂ ਕਿਤਾਬਾਂ ਪੰਜਾਬੀ ਵਿਚ ਤਿਆਰ ਕਰਵਾਈਆਂ ਜਾਣ।	[475, 674, 575, 684]
lead-text-d	[475, 64, 679, 394]
pak-para: ਪਾਕਿਸਤਾਨ ਵਿਚ ਸੰਵਿਧਾਨਕ ਸੋਧ ਦੇ ਬਾਅਦ ਫ਼ੌਜ ਮੁਖੀ ਨੂੰ ਪਹਿਲਾਂ ਨਾਲੋਂ ਕਿਤੇ ਵੱਧ ਅਧਿਕਾਰ ਮਿਲਣ ਜਾ ਰਹੇ ਹਨ।	[475, 476, 553, 486]
pak-text-a	[165, 450, 315, 635]
letters-col-2	[320, 979, 470, 1139]
lead-para: ਜਾਂਚ ਏਜੰਸੀਆਂ ਨੇ ਕਈ ਸ਼ੱਕੀ ਵਿਅਕਤੀਆਂ ਨੂੰ ਹਿਰਾਸਤ ਵਿਚ ਲੈ ਕੇ ਪੁੱਛ-ਪੜਤਾਲ ਸ਼ੁਰੂ ਕਰ ਦਿੱਤੀ ਹੈ। ਵਾਹਨ ਦੇ ਚੈਸੀ ਨੰਬਰ ਤੋਂ ਮਾਲਕ ਦੀ ਪਛਾਣ ਕੀਤੀ ਜਾ ਰਹੀ ਹੈ।	[242, 101, 315, 117]
print-header: Ajit Jalandhar 11-11-2015 Page 4	[8, 7, 84, 12]
lead-story	[165, 64, 679, 420]
lead-para	[165, 64, 238, 70]
uni-para: ਸਰਕਾਰ ਨੂੰ ਚਾਹੀਦਾ ਹੈ ਕਿ ਸਿੱਖਿਆ ਉੱਤੇ ਕੁੱਲ ਘਰੇਲੂ ਉਤਪਾਦ ਦਾ ਘੱਟੋ-ਘੱਟ ਛੇ ਫ਼ੀਸਦੀ ਖ਼ਰਚ ਕਰੇ, ਜਿਵੇਂ ਕਿ ਕਈ ਕਮਿਸ਼ਨਾਂ ਨੇ ਸਿਫ਼ਾਰਸ਼ ਕੀਤੀ ਸੀ।	[320, 687, 470, 697]
pak-left	[165, 450, 315, 647]
editorial-author: ਬਲਜਿੰਦਰ ਸਿੰਘ ਗਾਜਲਵਾਲ	[124, 1036, 160, 1041]
uni-side-label: ਵਿਚਾਰ	[165, 752, 174, 756]
lead-para: ਵਿਰੋਧੀ ਧਿਰਾਂ ਨੇ ਸਰਕਾਰ ਤੋਂ ਜਵਾਬ ਮੰਗਿਆ ਹੈ ਜਦਕਿ ਸਰਕਾਰ ਨੇ ਭਰੋਸਾ ਦਿੱਤਾ ਹੈ ਕਿ ਦੋਸ਼ੀਆਂ ਨੂੰ ਜਲਦ ਹੀ ਕਾਨੂੰਨ ਦੇ ਕਟਹਿਰੇ ਵਿਚ ਖੜ੍ਹਾ ਕੀਤਾ ਜਾਵੇਗਾ।	[579, 77, 679, 87]
uni-credit: ਮੋਬਾਈਲ : 94170-88888	[637, 938, 679, 942]
letters-banner-head	[323, 986, 467, 1000]
lead-left-cols	[165, 64, 315, 420]
pak-para: ਗੁਆਂਢੀ ਦੇਸ਼ਾਂ ਲਈ ਵੀ ਇਹ ਘਟਨਾਕ੍ਰਮ ਧਿਆਨ ਦੇਣ ਯੋਗ ਹੈ ਕਿਉਂਕਿ ਇਸ ਦਾ ਅਸਰ ਖੇਤਰੀ ਸੁਰੱਖਿਆ 'ਤੇ ਪਵੇਗਾ।	[475, 463, 553, 473]
letter-title-3: ਨਿਯਮਾਂ ਮੁਤਾਬਕ ਹੋਵੇ ਵੋਟ ਬਣਾਉਣ	[533, 981, 621, 989]
uni-para: ਖੋਜ ਕਾਰਜਾਂ ਲਈ ਬਜਟ ਨਾ ਹੋਣ ਕਾਰਨ ਨੌਜਵਾਨ ਖੋਜਾਰਥੀ ਵਿਦੇਸ਼ਾਂ ਵੱਲ ਰੁਖ਼ ਕਰ ਰਹੇ ਹਨ, ਜਿਸ ਨਾਲ ਪ੍ਰਤਿਭਾ ਦਾ ਪਲਾਇਨ ਹੋ ਰਿਹਾ ਹੈ।	[165, 906, 315, 916]
lead-para: ਘਟਨਾ ਵਾਲੀ ਥਾਂ ਭੀੜ-ਭਾੜ ਵਾਲਾ ਇਲਾਕਾ ਸੀ ਅਤੇ ਸ਼ਾਮ ਦੇ ਸਮੇਂ ਬਾਜ਼ਾਰ ਵਿਚ ਕਾਫ਼ੀ ਲੋਕ ਮੌਜੂਦ ਸਨ। ਧਮਾਕੇ ਦੀ ਆਵਾਜ਼ ਦੂਰ-ਦੂਰ ਤੱਕ ਸੁਣਾਈ ਦਿੱਤੀ।	[579, 103, 679, 113]
author-name: ਵਿਜੇ ਕਪੂਰ	[387, 319, 402, 323]
